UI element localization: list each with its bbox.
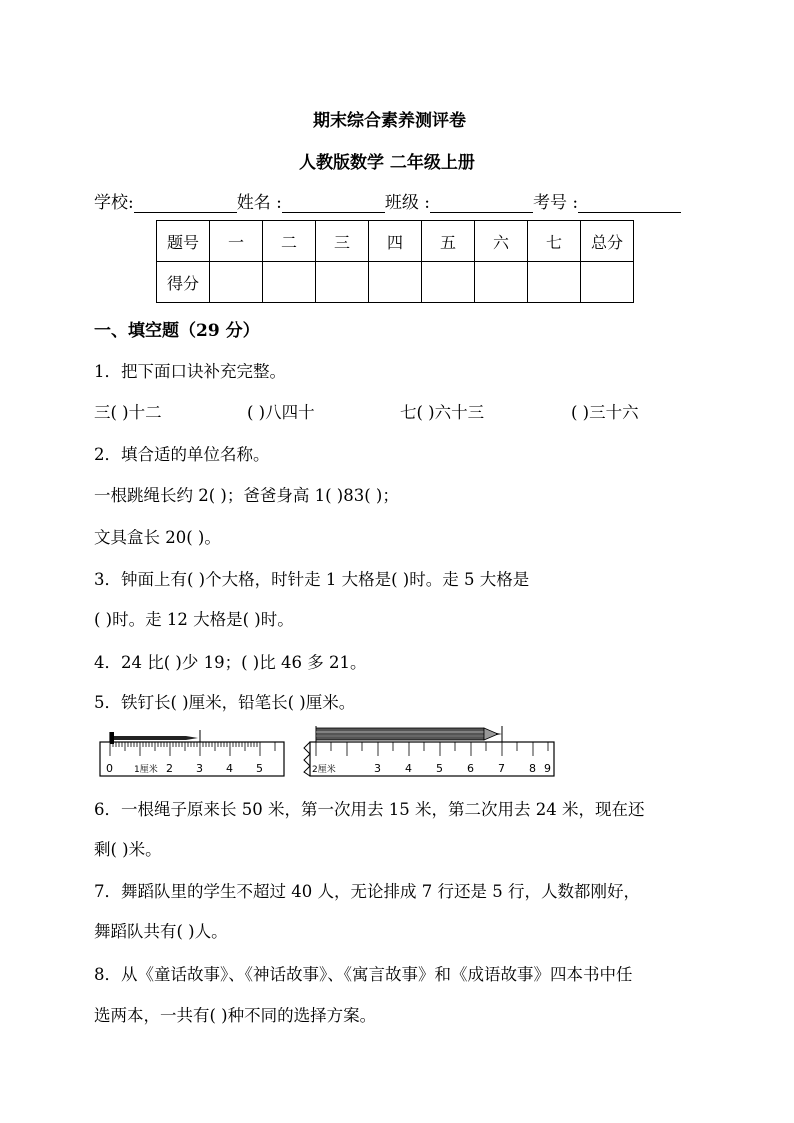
score-cell[interactable] <box>210 262 263 303</box>
col-header: 三 <box>316 221 369 262</box>
ruler-label: 7 <box>498 762 505 775</box>
score-label: 得分 <box>157 262 210 303</box>
ruler-label: 3 <box>196 762 203 775</box>
name-label: 姓名 : <box>236 193 282 213</box>
col-header: 二 <box>263 221 316 262</box>
ruler-label: 6 <box>467 762 474 775</box>
q2-line: 文具盒长 20( )。 <box>94 528 221 547</box>
q8-line: 8．从《童话故事》、《神话故事》、《寓言故事》和《成语故事》四本书中任 <box>94 965 633 984</box>
col-header: 一 <box>210 221 263 262</box>
ruler-label: 0 <box>106 762 113 775</box>
broken-edge <box>304 742 310 776</box>
ruler-label: 4 <box>226 762 233 775</box>
q7-line: 舞蹈队共有( )人。 <box>94 922 228 941</box>
name-field[interactable] <box>282 194 385 213</box>
page-subtitle: 人教版数学 二年级上册 <box>299 153 475 173</box>
ruler-label: 8 <box>529 762 536 775</box>
q6-line: 6．一根绳子原来长 50 米，第一次用去 15 米，第二次用去 24 米，现在还 <box>94 800 645 819</box>
section-title: 一、填空题（29 分） <box>94 321 260 341</box>
exam-number-field[interactable] <box>578 194 681 213</box>
col-header: 总分 <box>581 221 634 262</box>
score-cell[interactable] <box>263 262 316 303</box>
ruler-label: 2 <box>166 762 173 775</box>
score-cell[interactable] <box>475 262 528 303</box>
q7-line: 7．舞蹈队里的学生不超过 40 人，无论排成 7 行还是 5 行，人数都刚好， <box>94 882 640 901</box>
ruler-label: 3 <box>374 762 381 775</box>
question-number-label: 题号 <box>157 221 210 262</box>
q1-item: 七( )六十三 <box>400 403 485 422</box>
score-cell[interactable] <box>422 262 475 303</box>
school-field[interactable] <box>134 194 237 213</box>
ruler-label: 1厘米 <box>134 765 158 775</box>
q1-item: 三( )十二 <box>94 403 162 422</box>
score-cell[interactable] <box>528 262 581 303</box>
q1-item: ( )八四十 <box>247 403 315 422</box>
ruler-label: 5 <box>436 762 443 775</box>
q3-line: ( )时。走 12 大格是( )时。 <box>94 610 294 629</box>
ruler-label: 4 <box>405 762 412 775</box>
score-cell[interactable] <box>316 262 369 303</box>
col-header: 七 <box>528 221 581 262</box>
score-table-header-row <box>157 221 634 262</box>
q4-line: 4．24 比( )少 19；( )比 46 多 21。 <box>94 653 367 672</box>
ruler-label: 2厘米 <box>312 765 336 775</box>
class-label: 班级 : <box>384 193 431 213</box>
class-field[interactable] <box>430 194 533 213</box>
col-header: 四 <box>369 221 422 262</box>
score-cell[interactable] <box>581 262 634 303</box>
q6-line: 剩( )米。 <box>94 840 162 859</box>
col-header: 五 <box>422 221 475 262</box>
q1-item: ( )三十六 <box>571 403 639 422</box>
nail-ruler-figure <box>98 722 288 778</box>
score-table <box>156 220 634 303</box>
q3-line: 3．钟面上有( )个大格，时针走 1 大格是( )时。走 5 大格是 <box>94 570 530 589</box>
ruler-label: 9 <box>544 762 551 775</box>
col-header: 六 <box>475 221 528 262</box>
q5-line: 5．铁钉长( )厘米，铅笔长( )厘米。 <box>94 693 356 712</box>
score-table-score-row <box>157 262 634 303</box>
q2-prompt: 2．填合适的单位名称。 <box>94 445 270 464</box>
pencil-icon <box>316 728 502 740</box>
exam-number-label: 考号 : <box>533 193 579 213</box>
ruler-label: 5 <box>256 762 263 775</box>
q8-line: 选两本，一共有( )种不同的选择方案。 <box>94 1006 377 1025</box>
q2-line: 一根跳绳长约 2( )；爸爸身高 1( )83( )； <box>94 486 399 505</box>
page-title: 期末综合素养测评卷 <box>313 111 466 131</box>
q1-prompt: 1．把下面口诀补充完整。 <box>94 362 286 381</box>
score-cell[interactable] <box>369 262 422 303</box>
pencil-ruler-figure <box>300 722 558 778</box>
school-label: 学校: <box>94 193 134 213</box>
info-row <box>94 188 681 213</box>
